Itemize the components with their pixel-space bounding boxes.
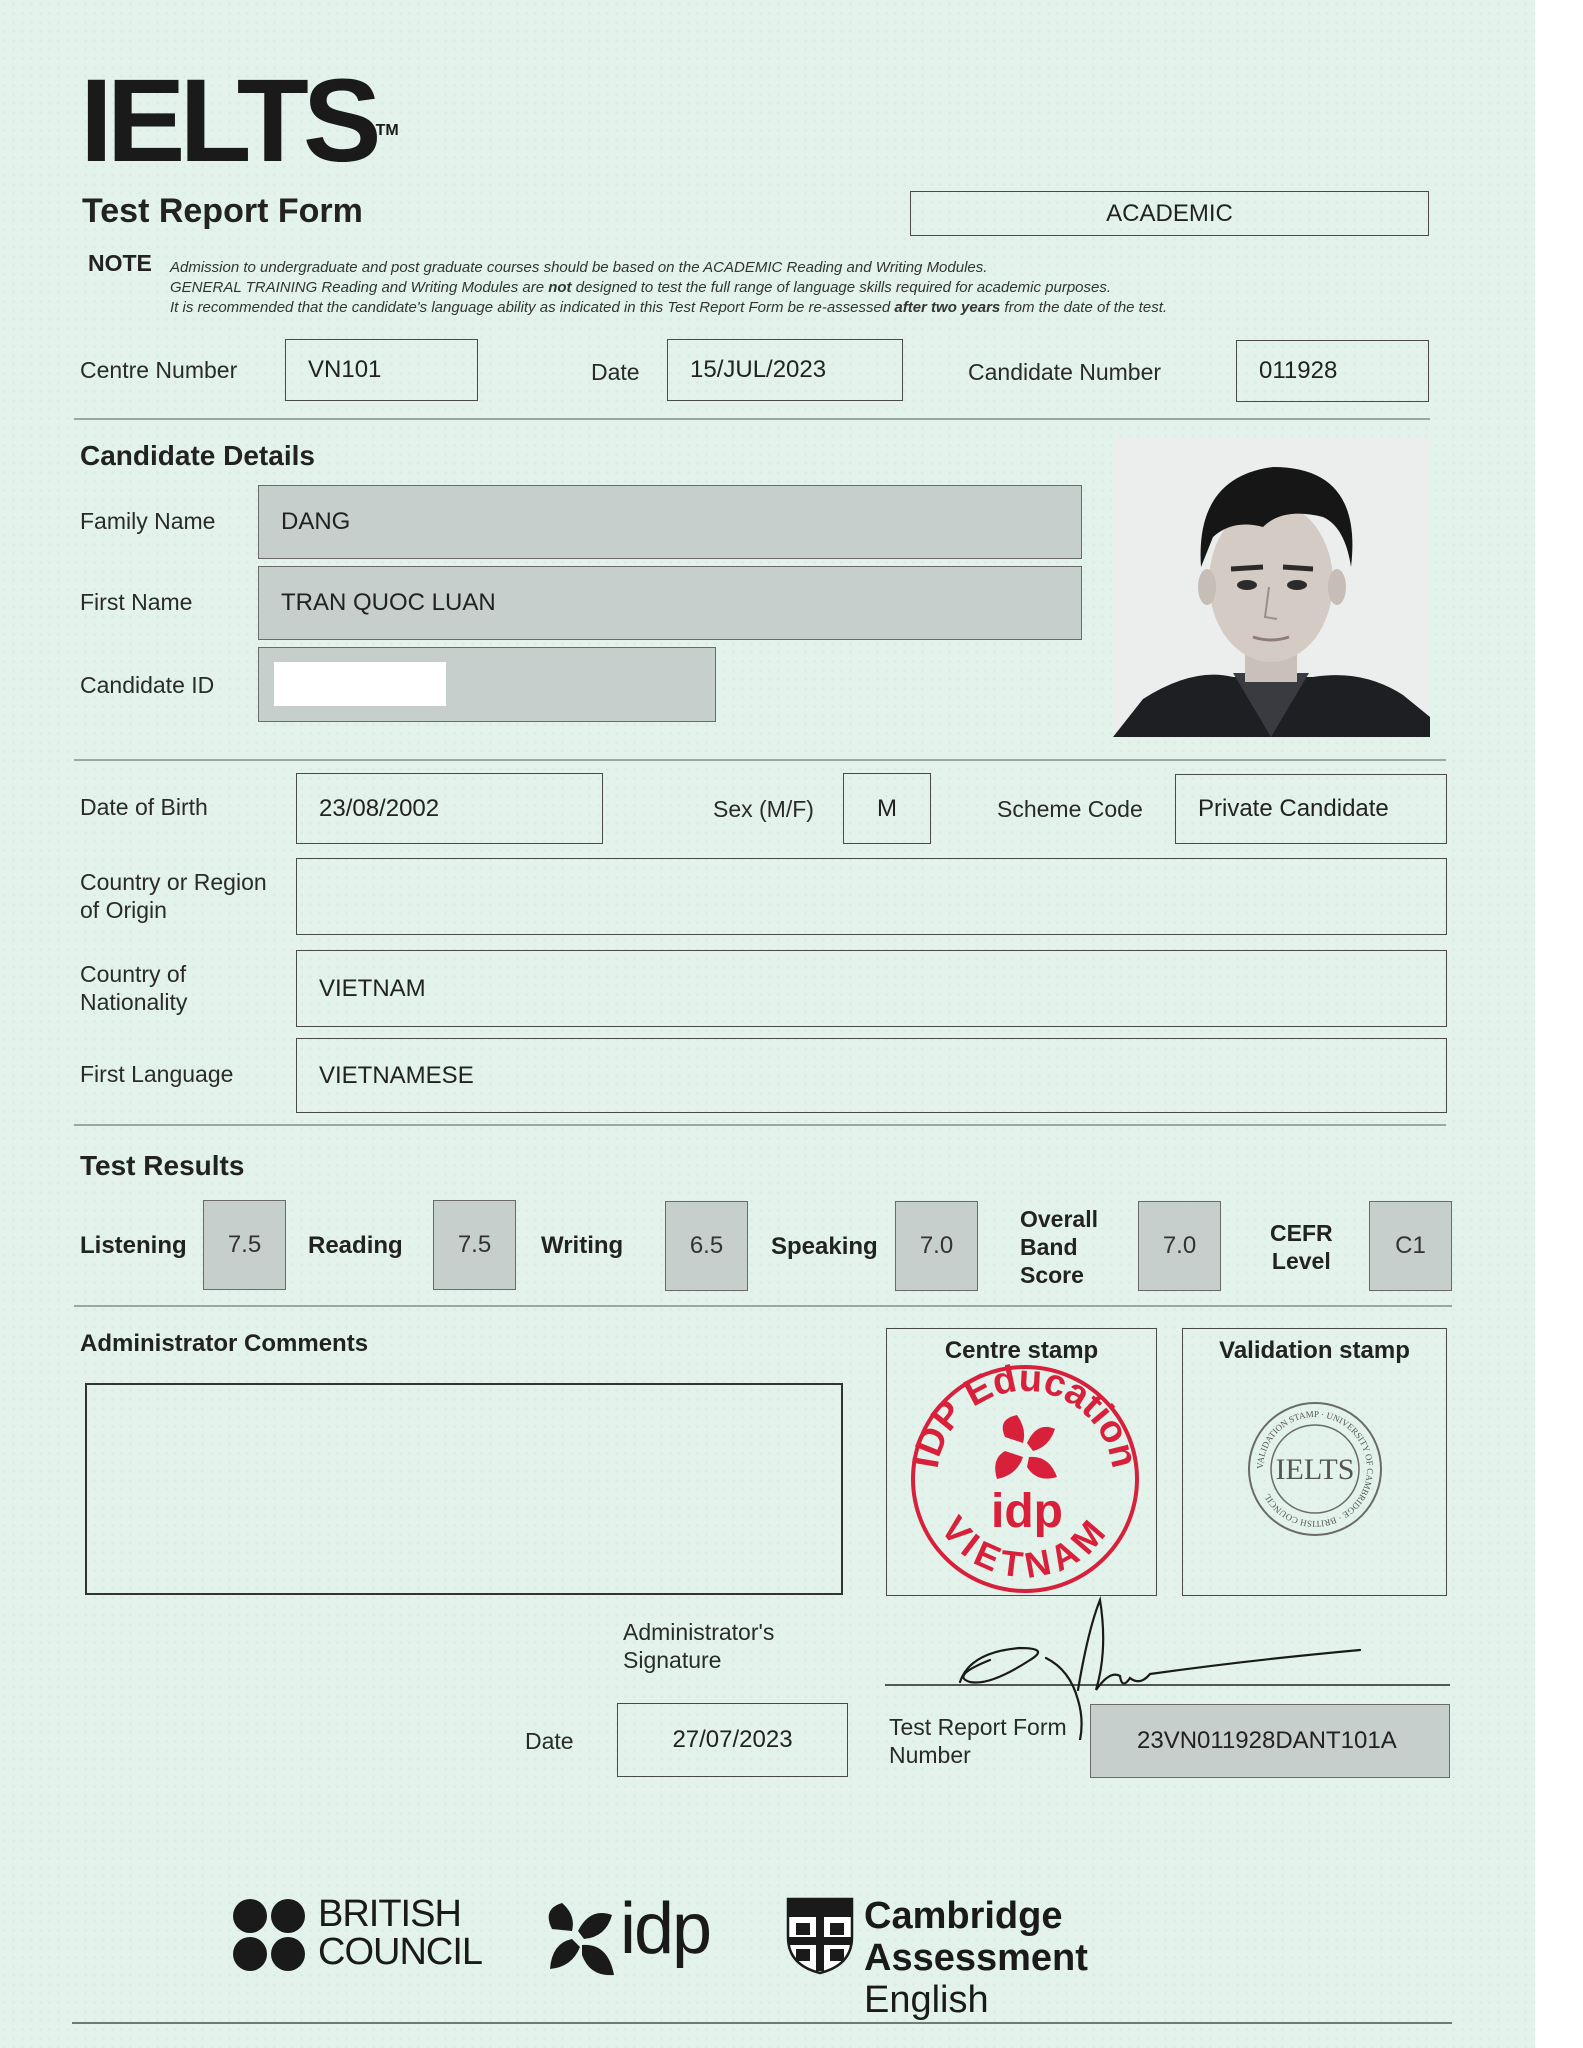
- centre-number-label: Centre Number: [80, 357, 238, 383]
- test-results-heading: Test Results: [80, 1150, 245, 1181]
- note-line-2: GENERAL TRAINING Reading and Writing Modules are not designed to test the full range of language skills required for academic purposes.: [170, 279, 1112, 296]
- issue-date-label: Date: [525, 1728, 574, 1754]
- note-label: NOTE: [88, 250, 152, 276]
- cefr-level-label: CEFR Level: [1270, 1220, 1333, 1274]
- cefr-level-score: C1: [1369, 1201, 1452, 1291]
- nationality-field: VIETNAM: [296, 950, 1447, 1027]
- note-line-1: Admission to undergraduate and post graduate courses should be based on the ACADEMIC Reading and Writing Modules.: [170, 259, 988, 276]
- cambridge-assessment-logo: [786, 1895, 1266, 2021]
- british-council-logo: [232, 1895, 502, 1977]
- dob-field: 23/08/2002: [296, 773, 603, 844]
- admin-comments-heading: Administrator Comments: [80, 1330, 369, 1357]
- candidate-number-label: Candidate Number: [968, 359, 1162, 385]
- origin-label: Country or Region of Origin: [80, 869, 267, 923]
- footer-rule: [72, 2022, 1452, 2024]
- sex-field: M: [843, 773, 931, 844]
- family-name-field: DANG: [258, 485, 1082, 559]
- idp-logo-text: idp: [620, 1889, 711, 1969]
- date-label: Date: [591, 359, 640, 385]
- svg-text:idp: idp: [991, 1485, 1063, 1538]
- idp-logo: [542, 1889, 742, 1983]
- form-title: Test Report Form: [82, 192, 363, 230]
- centre-number-field: VN101: [285, 339, 478, 401]
- ielts-logo: [80, 55, 399, 187]
- issue-date-field: 27/07/2023: [617, 1703, 848, 1777]
- divider-2: [74, 759, 1446, 761]
- overall-band-label: Overall Band Score: [1020, 1206, 1098, 1288]
- svg-text:IDP Education: IDP Education: [904, 1357, 1146, 1472]
- trf-number-field: 23VN011928DANT101A: [1090, 1704, 1450, 1778]
- scheme-code-field: Private Candidate: [1175, 774, 1447, 844]
- writing-label: Writing: [541, 1232, 624, 1259]
- candidate-number-field: 011928: [1236, 340, 1429, 402]
- candidate-photo-portrait: [1113, 437, 1430, 737]
- first-name-label: First Name: [80, 589, 193, 615]
- svg-text:IELTS: IELTS: [1275, 1453, 1355, 1486]
- divider-3: [74, 1124, 1446, 1126]
- ielts-logo-text: IELTS: [80, 55, 376, 187]
- candidate-id-redaction: [274, 662, 446, 706]
- listening-label: Listening: [80, 1232, 187, 1259]
- svg-text:VIETNAM: VIETNAM: [933, 1507, 1118, 1587]
- divider-1: [74, 418, 1430, 420]
- idp-leaf-icon: [542, 1899, 618, 1979]
- trf-number-label: Test Report Form Number: [889, 1714, 1067, 1768]
- nationality-label: Country of Nationality: [80, 961, 188, 1015]
- admin-signature-label: Administrator's Signature: [623, 1619, 775, 1673]
- first-name-field: TRAN QUOC LUAN: [258, 566, 1082, 640]
- svg-text:VALIDATION STAMP · UNIVERSITY: VALIDATION STAMP · UNIVERSITY OF CAMBRIDGE · BRITISH COUNCIL: [1254, 1408, 1376, 1530]
- reading-label: Reading: [308, 1232, 403, 1259]
- trademark-mark: TM: [375, 122, 399, 139]
- speaking-score: 7.0: [895, 1201, 978, 1291]
- scheme-code-label: Scheme Code: [997, 796, 1143, 822]
- speaking-label: Speaking: [771, 1233, 878, 1260]
- candidate-photo: [1113, 437, 1430, 737]
- sex-label: Sex (M/F): [713, 796, 814, 822]
- idp-centre-stamp: [887, 1329, 1158, 1597]
- candidate-id-field: [258, 647, 716, 722]
- writing-score: 6.5: [665, 1201, 748, 1291]
- cambridge-text: Cambridge Assessment English: [864, 1895, 1088, 2021]
- british-council-text: BRITISH COUNCIL: [318, 1893, 483, 1973]
- british-council-dots-icon: [232, 1898, 308, 1974]
- origin-field: [296, 858, 1447, 935]
- first-language-label: First Language: [80, 1061, 234, 1087]
- divider-4: [74, 1305, 1452, 1307]
- centre-stamp-box: [886, 1328, 1157, 1596]
- dob-label: Date of Birth: [80, 794, 208, 820]
- centre-stamp-label: Centre stamp: [944, 1337, 1099, 1364]
- note-line-3: It is recommended that the candidate's language ability as indicated in this Test Report Form be re-assessed after two years from the date of the test.: [170, 299, 1168, 316]
- admin-comments-box: [85, 1383, 843, 1595]
- ielts-validation-stamp: [1183, 1329, 1448, 1597]
- overall-band-score: 7.0: [1138, 1201, 1221, 1291]
- listening-score: 7.5: [203, 1200, 286, 1290]
- first-language-field: VIETNAMESE: [296, 1038, 1447, 1113]
- validation-stamp-label: Validation stamp: [1219, 1337, 1410, 1364]
- cambridge-shield-icon: [786, 1897, 854, 1975]
- family-name-label: Family Name: [80, 508, 216, 534]
- test-date-field: 15/JUL/2023: [667, 339, 903, 401]
- reading-score: 7.5: [433, 1200, 516, 1290]
- candidate-details-heading: Candidate Details: [80, 440, 315, 471]
- candidate-id-label: Candidate ID: [80, 672, 215, 698]
- module-box: ACADEMIC: [910, 191, 1429, 236]
- validation-stamp-box: [1182, 1328, 1447, 1596]
